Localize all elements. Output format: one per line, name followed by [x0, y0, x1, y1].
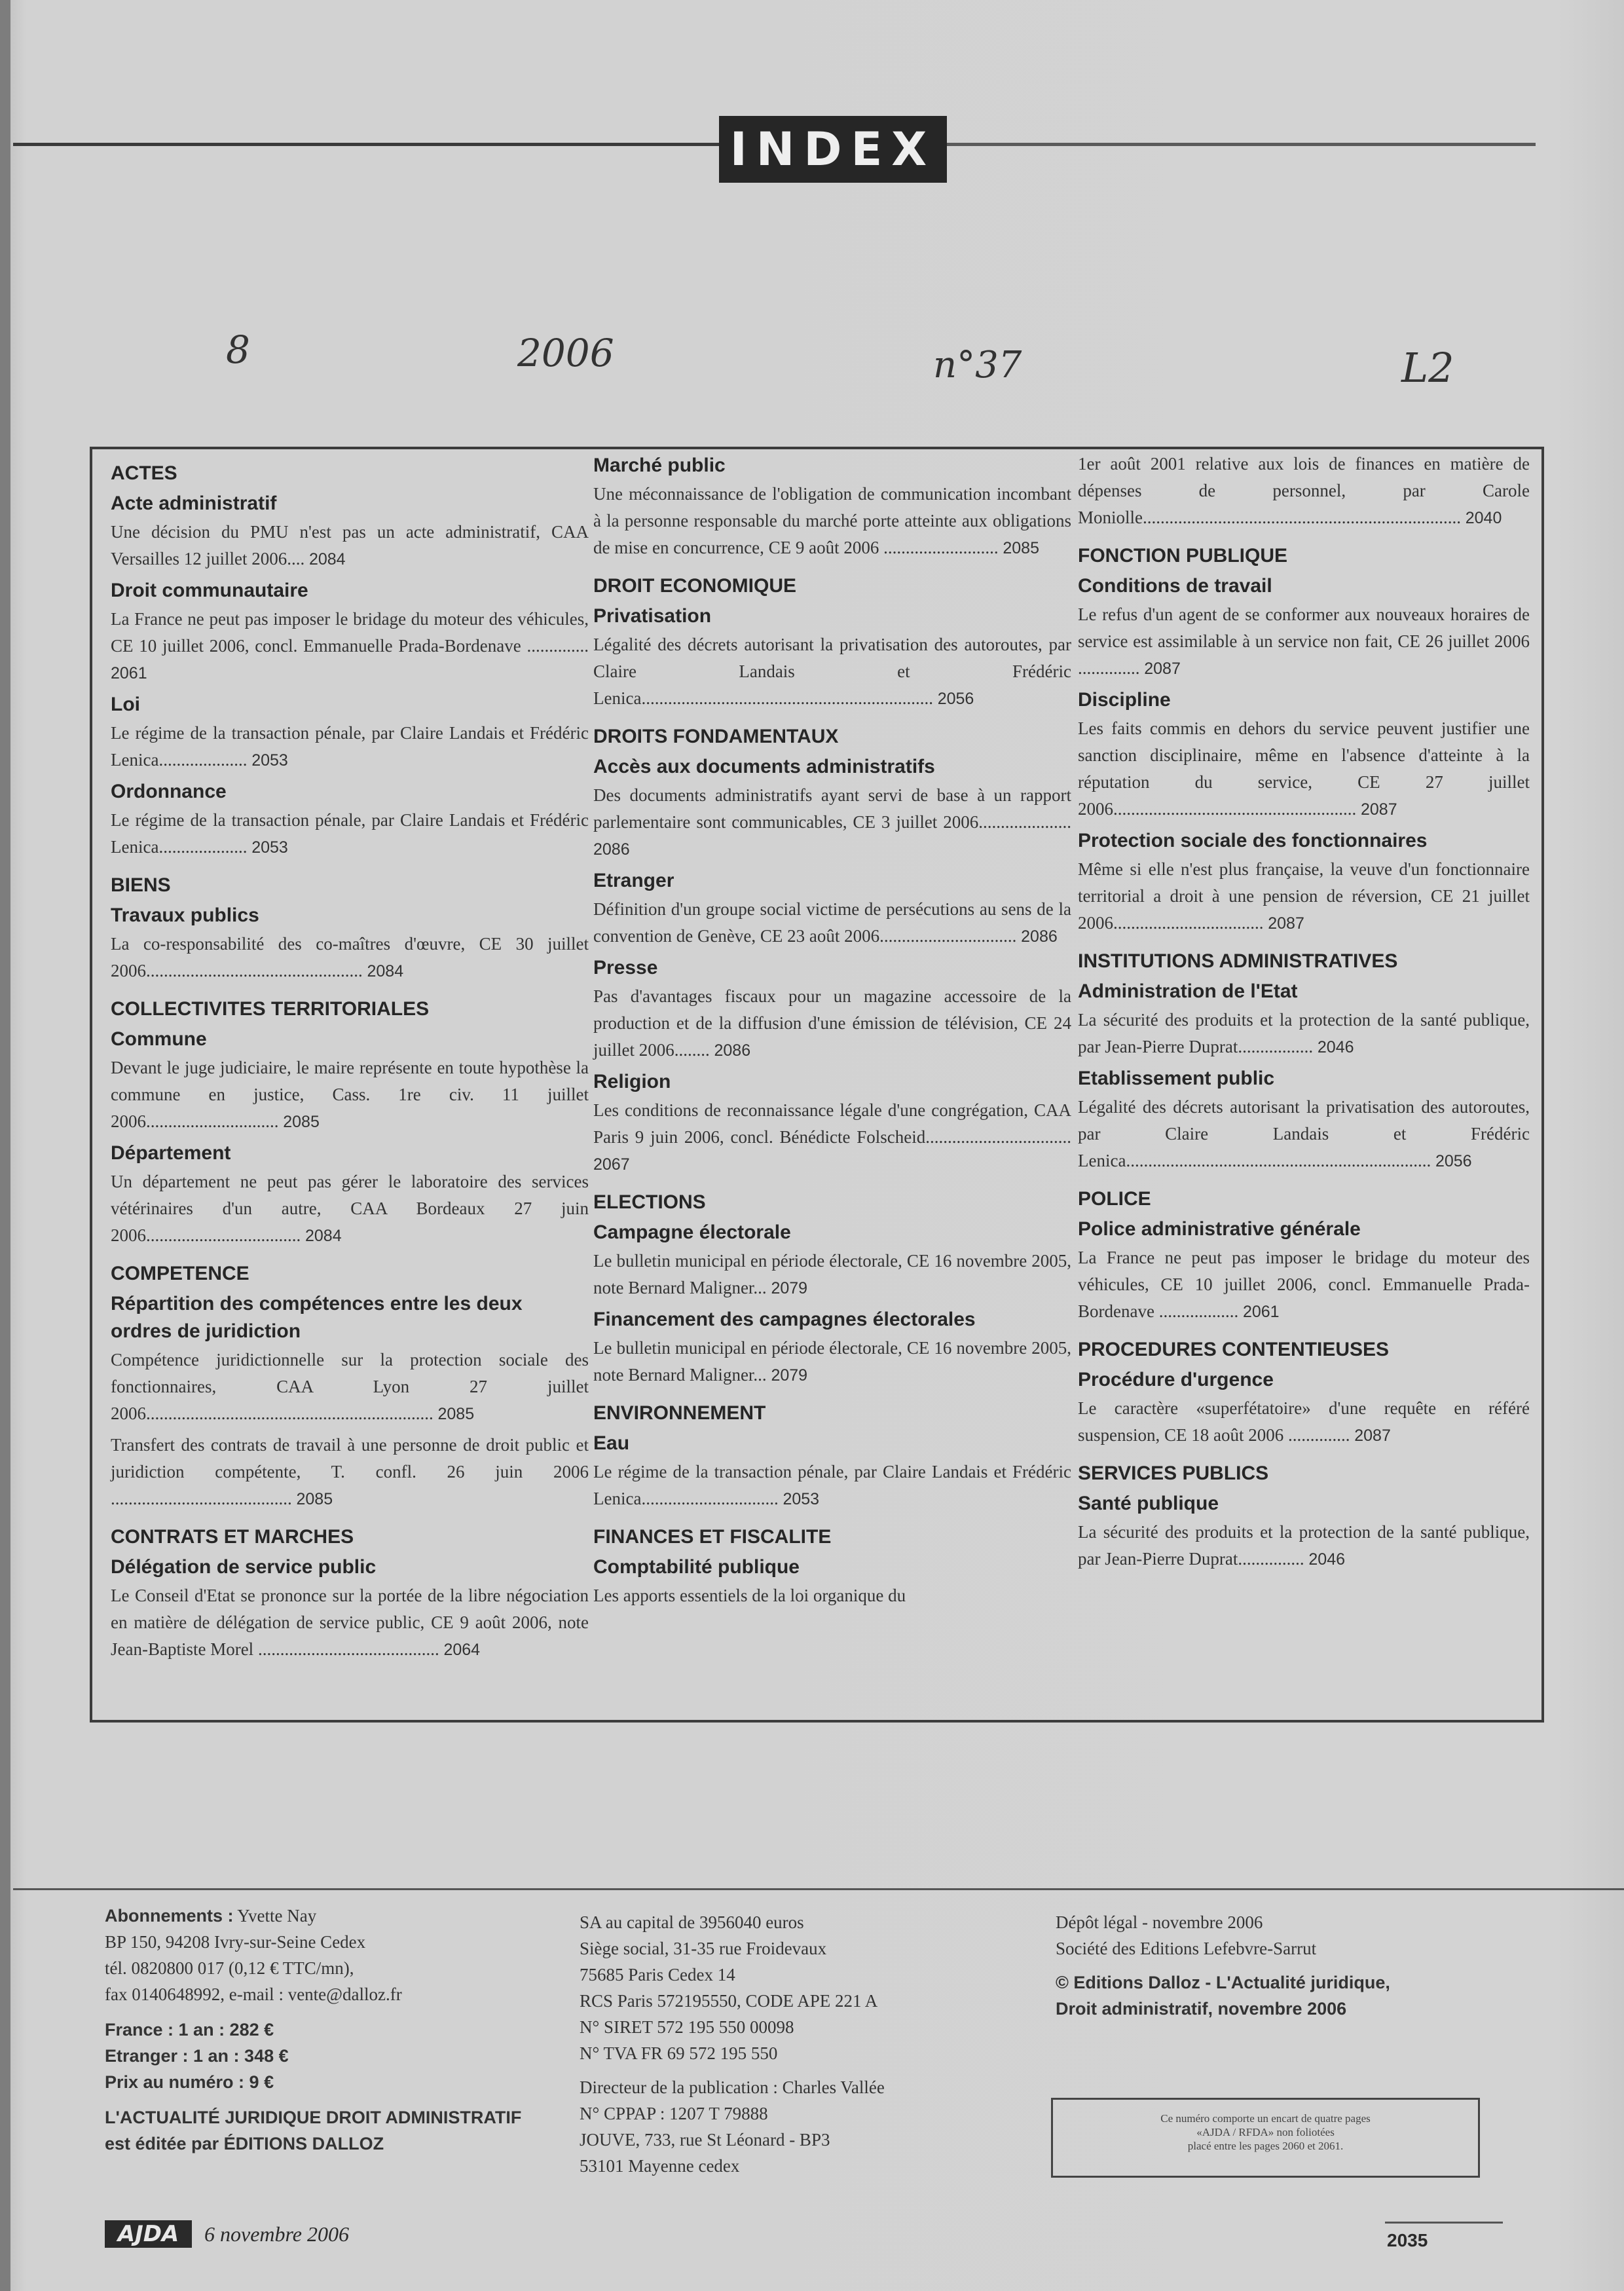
index-entry-page: 2040	[1465, 509, 1502, 527]
index-entry-text: Transfert des contrats de travail à une personne de droit public et juridiction compétente, T. confl. 26 juin 2006 .........................................	[111, 1435, 589, 1508]
index-section-heading: ELECTIONS	[593, 1191, 706, 1213]
footer-rule	[13, 1888, 1624, 1890]
index-subheading: Financement des campagnes électorales	[593, 1309, 976, 1330]
index-entry	[111, 807, 589, 861]
index-column-1	[111, 449, 589, 1667]
index-subheading: Procédure d'urgence	[1078, 1369, 1274, 1390]
index-entry-page: 2046	[1308, 1550, 1346, 1569]
address-line: tél. 0820800 017 (0,12 € TTC/mn),	[105, 1958, 354, 1978]
index-section-heading: POLICE	[1078, 1188, 1151, 1210]
index-entry	[593, 983, 1071, 1064]
handwritten-note-code: L2	[1401, 344, 1454, 392]
company-line: Siège social, 31-35 rue Froidevaux	[580, 1939, 827, 1958]
index-entry-page: 2085	[296, 1490, 333, 1508]
company-line: N° SIRET 572 195 550 00098	[580, 2017, 794, 2037]
index-entry	[593, 631, 1071, 713]
price-line: Etranger : 1 an : 348 €	[105, 2046, 289, 2066]
index-entry-page: 2056	[937, 690, 974, 708]
director-line: 53101 Mayenne cedex	[580, 2156, 740, 2176]
index-subheading: Discipline	[1078, 689, 1171, 711]
index-entry-text: Le caractère «superfétatoire» d'une requête en référé suspension, CE 18 août 2006 ..............	[1078, 1398, 1530, 1445]
index-entry	[593, 1582, 1071, 1609]
header-rule-right	[946, 143, 1536, 146]
company-line: 75685 Paris Cedex 14	[580, 1965, 735, 1984]
index-subheading: Droit communautaire	[111, 580, 308, 601]
index-section-heading: PROCEDURES CONTENTIEUSES	[1078, 1339, 1390, 1360]
index-title: INDEX	[719, 116, 947, 183]
index-entry-text: Même si elle n'est plus française, la veuve d'un fonctionnaire territorial a droit à une pension de réversion, CE 21 juillet 2006..................................	[1078, 859, 1530, 933]
issue-date: 6 novembre 2006	[204, 2222, 349, 2246]
index-entry-page: 2085	[437, 1405, 475, 1423]
index-subheading: Répartition des compétences entre les deux ordres de juridiction	[111, 1293, 523, 1342]
index-subheading: Travaux publics	[111, 904, 259, 926]
index-subheading: Santé publique	[1078, 1493, 1219, 1514]
index-subheading: Administration de l'Etat	[1078, 980, 1298, 1002]
index-entry-page: 2087	[1268, 914, 1304, 933]
index-entry-page: 2079	[771, 1279, 808, 1297]
index-section-heading: COMPETENCE	[111, 1263, 249, 1284]
index-entry-page: 2084	[308, 550, 346, 568]
index-subheading: Ordonnance	[111, 781, 227, 802]
index-entry-text: Les faits commis en dehors du service peuvent justifier une sanction disciplinaire, même en l'absence d'atteinte à la réputation du service, CE 27 juillet 2006.......................................................	[1078, 718, 1530, 819]
header-rule-left	[13, 143, 720, 146]
subscriptions-name: Yvette Nay	[237, 1906, 317, 1926]
publisher-line: est éditée par ÉDITIONS DALLOZ	[105, 2134, 384, 2153]
director-line: Directeur de la publication : Charles Vallée	[580, 2077, 885, 2097]
index-entry	[593, 1097, 1071, 1178]
index-subheading: Accès aux documents administratifs	[593, 756, 935, 777]
index-section-heading: INSTITUTIONS ADMINISTRATIVES	[1078, 950, 1398, 972]
index-subheading: Département	[111, 1142, 231, 1164]
index-subheading: Comptabilité publique	[593, 1556, 800, 1578]
company-line: RCS Paris 572195550, CODE APE 221 A	[580, 1991, 878, 2011]
price-line: France : 1 an : 282 €	[105, 2020, 274, 2040]
footer-legal	[1056, 1909, 1527, 2022]
index-entry-page: 2079	[771, 1366, 808, 1385]
index-subheading: Marché public	[593, 455, 726, 476]
index-section-heading: ENVIRONNEMENT	[593, 1402, 766, 1424]
index-subheading: Religion	[593, 1071, 671, 1092]
index-entry	[111, 519, 589, 573]
index-section-heading: FONCTION PUBLIQUE	[1078, 545, 1287, 567]
subscriptions-label: Abonnements :	[105, 1906, 234, 1926]
index-entry-page: 2053	[251, 838, 288, 857]
index-entry-page: 2086	[714, 1041, 751, 1060]
index-subheading: Police administrative générale	[1078, 1218, 1361, 1240]
index-entry-text: Légalité des décrets autorisant la privatisation des autoroutes, par Claire Landais et Frédéric Lenica..................................................................	[593, 635, 1071, 708]
index-subheading: Protection sociale des fonctionnaires	[1078, 830, 1428, 851]
index-entry	[111, 606, 589, 687]
index-subheading: Etranger	[593, 870, 674, 891]
index-entry-page: 2086	[593, 840, 630, 859]
copyright-line: © Editions Dalloz - L'Actualité juridique,	[1056, 1973, 1390, 1992]
handwritten-note-volume: 8	[226, 327, 250, 372]
index-entry-text: Des documents administratifs ayant servi de base à un rapport parlementaire sont communicables, CE 3 juillet 2006.....................	[593, 785, 1071, 832]
address-line: fax 0140648992, e-mail : vente@dalloz.fr	[105, 1984, 402, 2004]
index-entry-page: 2053	[783, 1490, 820, 1508]
index-entry-page: 2046	[1317, 1038, 1354, 1056]
index-entry-text: Le Conseil d'Etat se prononce sur la portée de la libre négociation en matière de délégation de service public, CE 9 août 2006, note Jean-Baptiste Morel .........................................	[111, 1586, 589, 1659]
index-entry-page: 2085	[283, 1113, 320, 1131]
index-entry-text: Le refus d'un agent de se conformer aux nouveaux horaires de service est assimilable à un service non fait, CE 26 juillet 2006 ..............	[1078, 605, 1530, 678]
page-number: 2035	[1387, 2230, 1428, 2250]
index-entry-page: 2087	[1354, 1426, 1391, 1445]
handwritten-note-number: n°37	[933, 344, 1022, 386]
index-entry-text: Pas d'avantages fiscaux pour un magazine accessoire de la production et de la diffusion d'une émission de télévision, CE 24 juillet 2006........	[593, 986, 1071, 1060]
index-section-heading: BIENS	[111, 874, 171, 896]
index-entry-page: 2064	[443, 1641, 481, 1659]
index-subheading: Eau	[593, 1432, 630, 1454]
index-entry-text: La France ne peut pas imposer le bridage du moteur des véhicules, CE 10 juillet 2006, concl. Emmanuelle Prada-Bordenave ..............	[111, 609, 589, 656]
index-entry	[111, 720, 589, 774]
binding-spine	[0, 0, 10, 2291]
director-line: JOUVE, 733, rue St Léonard - BP3	[580, 2130, 830, 2150]
index-entry-text: Le bulletin municipal en période électorale, CE 16 novembre 2005, note Bernard Maligner...	[593, 1338, 1071, 1385]
index-entry	[111, 1432, 589, 1513]
index-section-heading: DROITS FONDAMENTAUX	[593, 726, 839, 747]
index-box	[90, 447, 1544, 1723]
index-entry-page: 2087	[1144, 660, 1181, 678]
index-entry	[111, 1582, 589, 1664]
index-entry-text: 1er août 2001 relative aux lois de finances en matière de dépenses de personnel, par Carole Moniolle........................................................................	[1078, 454, 1530, 527]
director-line: N° CPPAP : 1207 T 79888	[580, 2104, 768, 2123]
index-section-heading: ACTES	[111, 462, 177, 484]
notice-line: Ce numéro comporte un encart de quatre pages	[1160, 2112, 1371, 2125]
index-entry-text: La co-responsabilité des co-maîtres d'œuvre, CE 30 juillet 2006.................................................	[111, 934, 589, 980]
index-entry	[111, 1168, 589, 1250]
index-entry-page: 2085	[1003, 539, 1039, 557]
index-section-heading: DROIT ECONOMIQUE	[593, 575, 797, 597]
index-section-heading: SERVICES PUBLICS	[1078, 1462, 1269, 1484]
index-entry-text: Définition d'un groupe social victime de persécutions au sens de la convention de Genève, CE 23 août 2006...............................	[593, 899, 1071, 946]
index-entry-text: Compétence juridictionnelle sur la protection sociale des fonctionnaires, CAA Lyon 27 juillet 2006.................................................................	[111, 1350, 589, 1423]
copyright-line: Droit administratif, novembre 2006	[1056, 1999, 1347, 2019]
legal-line: Société des Editions Lefebvre-Sarrut	[1056, 1939, 1317, 1958]
index-entry	[1078, 1244, 1530, 1326]
notice-line: placé entre les pages 2060 et 2061.	[1187, 2140, 1344, 2152]
index-subheading: Campagne électorale	[593, 1221, 791, 1243]
index-section-heading: CONTRATS ET MARCHES	[111, 1526, 354, 1548]
index-entry-text: Le régime de la transaction pénale, par Claire Landais et Frédéric Lenica....................	[111, 723, 589, 770]
subscriptions-line	[105, 1903, 563, 1929]
index-entry-page: 2084	[367, 962, 404, 980]
publisher-line: L'ACTUALITÉ JURIDIQUE DROIT ADMINISTRATIF	[105, 2108, 522, 2127]
index-entry-text: Une méconnaissance de l'obligation de communication incombant à la personne responsable du marché porte atteinte aux obligations de mise en concurrence, CE 9 août 2006 ..........................	[593, 484, 1071, 557]
index-entry-text: Le bulletin municipal en période électorale, CE 16 novembre 2005, note Bernard Maligner...	[593, 1251, 1071, 1297]
handwritten-note-year: 2006	[517, 331, 614, 375]
insert-notice	[1051, 2098, 1480, 2178]
index-entry-text: La sécurité des produits et la protection de la santé publique, par Jean-Pierre Duprat.................	[1078, 1010, 1530, 1056]
index-subheading: Délégation de service public	[111, 1556, 377, 1578]
index-entry-text: Les conditions de reconnaissance légale d'une congrégation, CAA Paris 9 juin 2006, concl. Bénédicte Folscheid.................................	[593, 1100, 1071, 1147]
legal-line: Dépôt légal - novembre 2006	[1056, 1912, 1263, 1932]
index-entry-text: Légalité des décrets autorisant la privatisation des autoroutes, par Claire Landais et Frédéric Lenica.....................................................................	[1078, 1097, 1530, 1170]
index-entry	[1078, 1007, 1530, 1061]
index-entry	[1078, 715, 1530, 823]
index-entry-text: Les apports essentiels de la loi organique du	[593, 1586, 906, 1605]
index-subheading: Loi	[111, 694, 140, 715]
index-entry-page: 2056	[1435, 1152, 1472, 1170]
page-number-rule	[1385, 2222, 1503, 2224]
index-entry	[1078, 1395, 1530, 1449]
index-column-3	[1078, 449, 1530, 1577]
notice-line: «AJDA / RFDA» non foliotées	[1196, 2126, 1335, 2138]
company-line: N° TVA FR 69 572 195 550	[580, 2043, 778, 2063]
index-entry	[1078, 1519, 1530, 1573]
index-entry	[1078, 451, 1530, 532]
index-entry	[111, 931, 589, 985]
index-entry-page: 2061	[111, 664, 147, 682]
index-entry-text: La sécurité des produits et la protection de la santé publique, par Jean-Pierre Duprat...............	[1078, 1522, 1530, 1569]
index-section-heading: COLLECTIVITES TERRITORIALES	[111, 998, 430, 1020]
index-entry	[593, 1248, 1071, 1302]
index-section-heading: FINANCES ET FISCALITE	[593, 1526, 832, 1548]
footer-company	[580, 1909, 1038, 2179]
index-entry-text: Le régime de la transaction pénale, par Claire Landais et Frédéric Lenica....................	[111, 810, 589, 857]
index-subheading: Conditions de travail	[1078, 575, 1272, 597]
index-entry	[111, 1347, 589, 1428]
price-line: Prix au numéro : 9 €	[105, 2072, 274, 2092]
index-entry-page: 2086	[1021, 927, 1058, 946]
index-entry	[593, 1335, 1071, 1389]
index-column-2	[593, 449, 1071, 1613]
index-entry-page: 2087	[1361, 800, 1397, 819]
index-entry-page: 2067	[593, 1155, 630, 1174]
company-line: SA au capital de 3956040 euros	[580, 1912, 804, 1932]
index-entry-page: 2061	[1242, 1303, 1280, 1321]
index-entry	[593, 782, 1071, 863]
footer-subscriptions	[105, 1903, 563, 2157]
index-entry	[1078, 601, 1530, 682]
index-subheading: Privatisation	[593, 605, 712, 627]
index-subheading: Commune	[111, 1028, 207, 1050]
index-subheading: Etablissement public	[1078, 1068, 1275, 1089]
index-entry	[593, 481, 1071, 562]
index-entry-text: Une décision du PMU n'est pas un acte administratif, CAA Versailles 12 juillet 2006....	[111, 522, 589, 568]
index-subheading: Acte administratif	[111, 493, 277, 514]
index-entry	[111, 1054, 589, 1136]
index-entry-page: 2084	[305, 1227, 342, 1245]
ajda-logo: AJDA	[105, 2220, 192, 2248]
index-entry	[1078, 856, 1530, 937]
index-entry-text: La France ne peut pas imposer le bridage du moteur des véhicules, CE 10 juillet 2006, concl. Emmanuelle Prada-Bordenave ..................	[1078, 1248, 1530, 1321]
index-entry-text: Le régime de la transaction pénale, par Claire Landais et Frédéric Lenica...............................	[593, 1462, 1071, 1508]
index-entry	[1078, 1094, 1530, 1175]
index-entry-text: Devant le juge judiciaire, le maire représente en toute hypothèse la commune en justice, Cass. 1re civ. 11 juillet 2006..............................	[111, 1058, 589, 1131]
index-entry-page: 2053	[251, 751, 288, 770]
index-entry	[593, 896, 1071, 950]
index-entry	[593, 1459, 1071, 1513]
address-line: BP 150, 94208 Ivry-sur-Seine Cedex	[105, 1932, 366, 1952]
index-entry-text: Un département ne peut pas gérer le laboratoire des services vétérinaires d'un autre, CAA Bordeaux 27 juin 2006...................................	[111, 1172, 589, 1245]
index-subheading: Presse	[593, 957, 658, 978]
